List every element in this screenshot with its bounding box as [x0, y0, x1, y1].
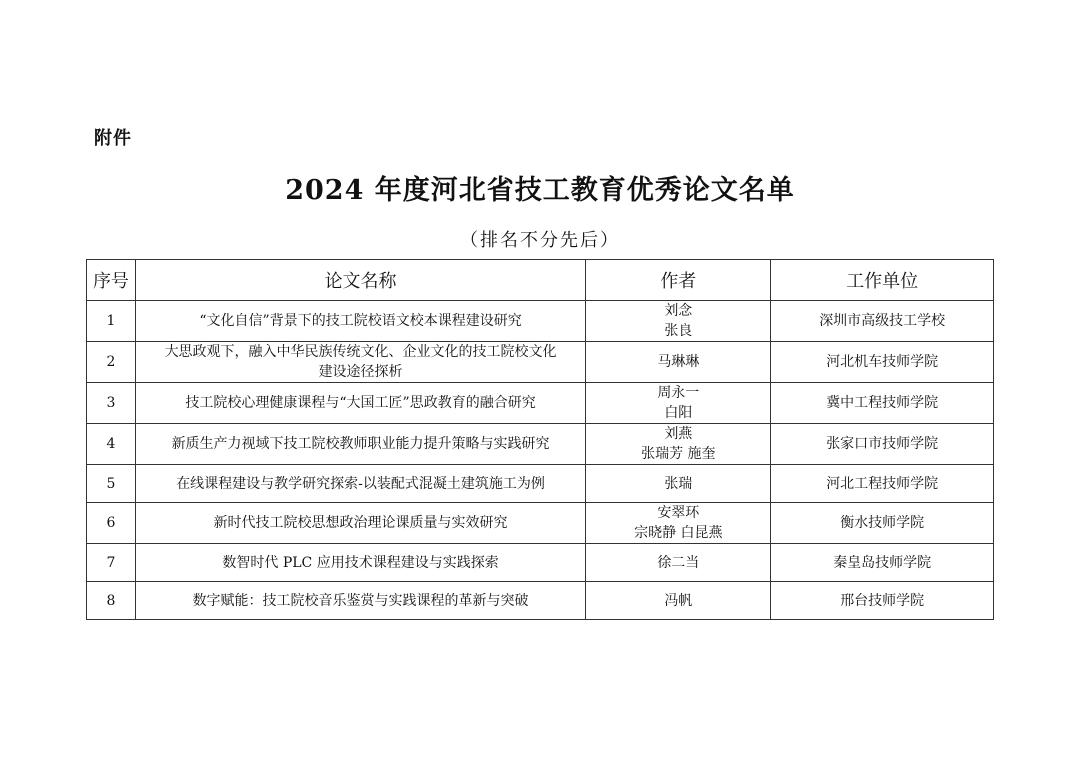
paper-title	[135, 301, 585, 342]
author-line: 冯帆	[664, 592, 693, 609]
row-no: 7	[87, 544, 136, 582]
row-no: 8	[87, 582, 136, 620]
table-row	[87, 544, 994, 582]
table-row	[87, 465, 994, 503]
paper-title	[135, 465, 585, 503]
table-row	[87, 301, 994, 342]
paper-title	[135, 503, 585, 544]
attachment-label: 附件	[94, 128, 132, 149]
table-row	[87, 342, 994, 383]
header-author: 作者	[586, 260, 771, 301]
header-unit: 工作单位	[771, 260, 994, 301]
author	[586, 301, 771, 342]
paper-title	[135, 424, 585, 465]
author	[586, 503, 771, 544]
author	[586, 342, 771, 383]
paper-title	[135, 582, 585, 620]
table-row	[87, 503, 994, 544]
author-line: 白阳	[664, 405, 693, 421]
author-line: 张瑞芳 施奎	[641, 446, 716, 462]
author-line: 马琳琳	[657, 354, 700, 370]
row-no: 3	[87, 383, 136, 424]
author	[586, 424, 771, 465]
header-no: 序号	[87, 260, 136, 301]
row-no: 2	[87, 342, 136, 383]
author-line: 宗晓静 白昆燕	[634, 525, 723, 541]
author-line: 张瑞	[664, 475, 693, 492]
author-line: 刘念	[664, 303, 693, 319]
table-header-row	[87, 260, 994, 301]
unit: 深圳市高级技工学校	[771, 301, 994, 342]
paper-title-line: 新时代技工院校思想政治理论课质量与实效研究	[213, 515, 508, 531]
author	[586, 383, 771, 424]
unit: 邢台技师学院	[771, 582, 994, 620]
paper-title-line: 在线课程建设与教学研究探索-以装配式混凝土建筑施工为例	[176, 475, 545, 492]
unit: 衡水技师学院	[771, 503, 994, 544]
paper-title-line: 数字赋能：技工院校音乐鉴赏与实践课程的革新与突破	[192, 592, 529, 609]
unit: 河北工程技师学院	[771, 465, 994, 503]
author	[586, 544, 771, 582]
paper-title-line: “文化自信”背景下的技工院校语文校本课程建设研究	[199, 313, 522, 329]
document-subtitle: （排名不分先后）	[460, 230, 620, 251]
row-no: 6	[87, 503, 136, 544]
unit: 河北机车技师学院	[771, 342, 994, 383]
author-line: 刘燕	[664, 426, 693, 442]
table-row	[87, 383, 994, 424]
row-no: 5	[87, 465, 136, 503]
row-no: 4	[87, 424, 136, 465]
paper-title	[135, 383, 585, 424]
header-paper-title: 论文名称	[135, 260, 585, 301]
table-row	[87, 424, 994, 465]
table-row	[87, 582, 994, 620]
paper-title-line: 数智时代 PLC 应用技术课程建设与实践探索	[222, 554, 499, 571]
author-line: 徐二当	[657, 554, 700, 571]
unit: 秦皇岛技师学院	[771, 544, 994, 582]
author	[586, 582, 771, 620]
author-line: 周永一	[657, 385, 700, 401]
author-line: 安翠环	[657, 505, 700, 521]
author-line: 张良	[664, 323, 693, 339]
author	[586, 465, 771, 503]
unit: 张家口市技师学院	[771, 424, 994, 465]
paper-title-line: 大思政观下，融入中华民族传统文化、企业文化的技工院校文化	[164, 344, 557, 360]
paper-title	[135, 342, 585, 383]
paper-title-line: 建设途径探析	[318, 364, 403, 380]
document-title: 2024 年度河北省技工教育优秀论文名单	[285, 175, 795, 206]
paper-title-line: 新质生产力视域下技工院校教师职业能力提升策略与实践研究	[171, 436, 550, 452]
row-no: 1	[87, 301, 136, 342]
paper-title	[135, 544, 585, 582]
paper-list-table	[86, 259, 994, 620]
paper-title-line: 技工院校心理健康课程与“大国工匠”思政教育的融合研究	[185, 395, 536, 411]
unit: 冀中工程技师学院	[771, 383, 994, 424]
